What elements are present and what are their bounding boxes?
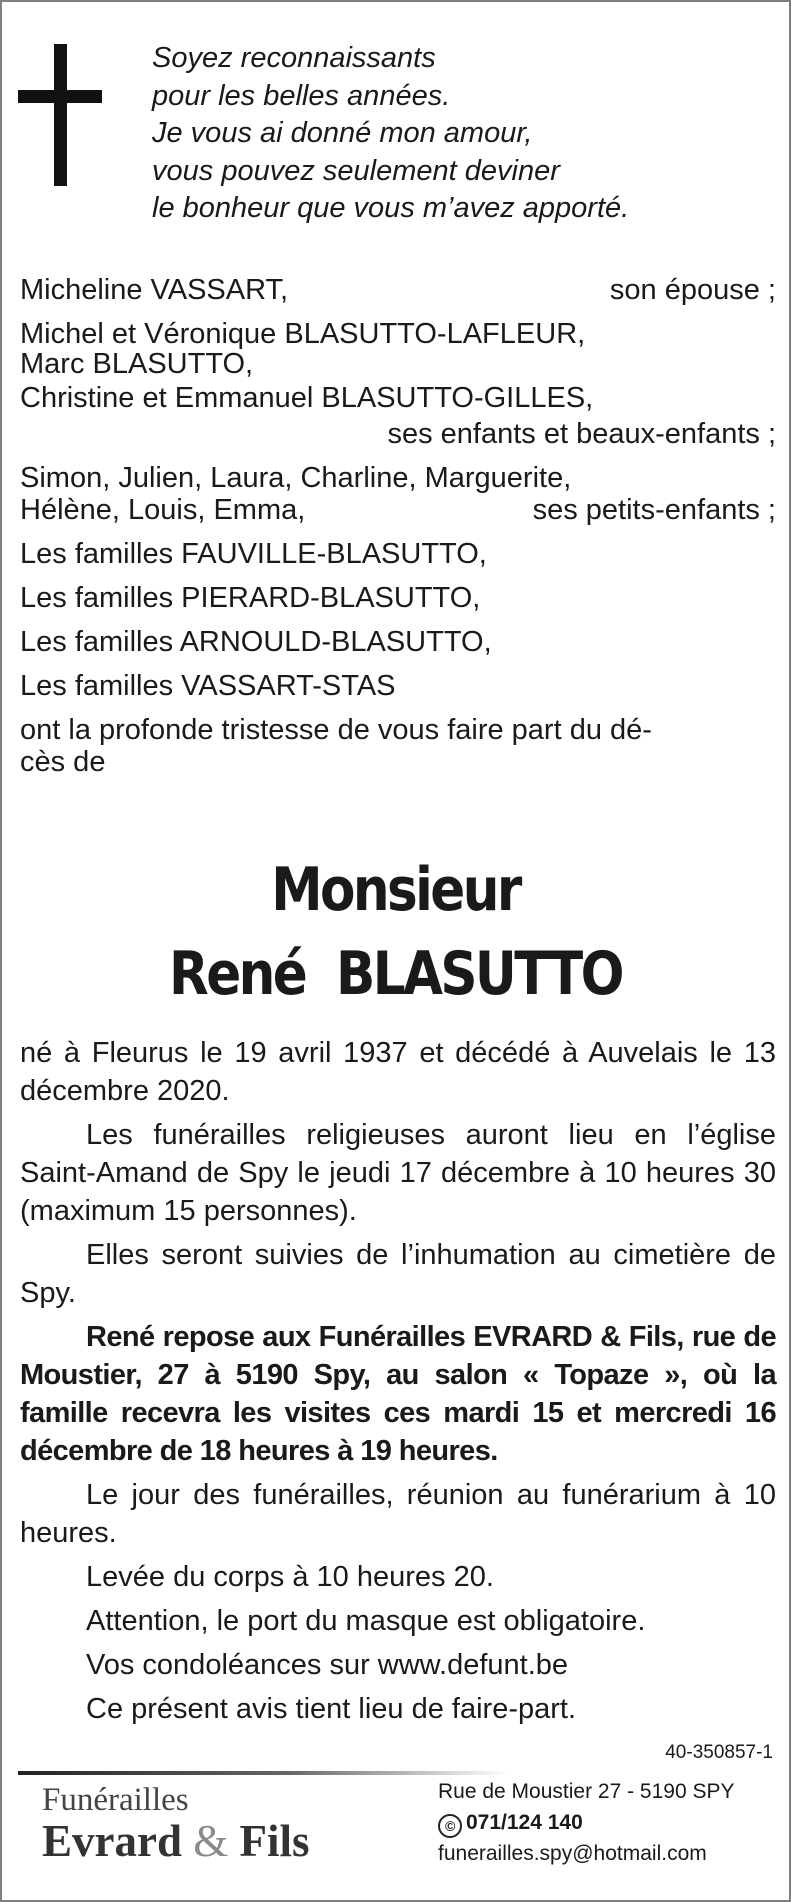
logo-ampersand: & (193, 1816, 229, 1866)
family-line: Les familles FAUVILLE-BLASUTTO, (20, 538, 487, 570)
child-line: Marc BLASUTTO, (20, 348, 254, 380)
family-line: Les familles ARNOULD-BLASUTTO, (20, 626, 492, 658)
funeral-home-logo (42, 1815, 310, 1867)
address: Rue de Moustier 27 - 5190 SPY (438, 1780, 735, 1803)
reference-number: 40-350857-1 (665, 1742, 773, 1763)
spouse-row (20, 271, 776, 309)
spouse-role: son épouse ; (609, 274, 776, 306)
funeral-home-logo-line1: Funérailles (42, 1782, 189, 1818)
meeting-paragraph: Le jour des funérailles, réunion au funérarium à 10 heures. (20, 1479, 776, 1549)
notice-line: Ce présent avis tient lieu de faire-part. (86, 1693, 577, 1725)
grandchildren-names: Hélène, Louis, Emma, (20, 494, 306, 526)
poem-line: le bonheur que vous m’avez apporté. (152, 192, 630, 224)
funeral-paragraph: Les funérailles religieuses auront lieu en l’église Saint-Amand de Spy le jeudi 17 décembre à 10 heures 30 (maximum 15 personnes). (20, 1119, 776, 1227)
announce-line: cès de (20, 746, 106, 778)
lift-line: Levée du corps à 10 heures 20. (86, 1561, 494, 1593)
announce-line: ont la profonde tristesse de vous faire part du dé- (20, 714, 652, 746)
poem-line: Soyez reconnaissants (152, 42, 436, 74)
family-line: Les familles PIERARD-BLASUTTO, (20, 582, 481, 614)
poem-line: vous pouvez seulement deviner (152, 154, 560, 187)
contact-block (438, 1776, 735, 1869)
phone-row (438, 1807, 735, 1838)
child-line: Christine et Emmanuel BLASUTTO-GILLES, (20, 382, 594, 414)
spouse-name: Micheline VASSART, (20, 274, 289, 306)
child-line: Michel et Véronique BLASUTTO-LAFLEUR, (20, 318, 586, 350)
grandchildren-role: ses petits-enfants ; (532, 494, 776, 526)
cross-icon-vertical-bar (54, 44, 67, 186)
family-line: Les familles VASSART-STAS (20, 670, 396, 702)
family-list (20, 271, 776, 781)
phone-icon: © (438, 1814, 462, 1838)
deceased-name: René BLASUTTO (169, 939, 622, 1009)
condolences-line: Vos condoléances sur www.defunt.be (86, 1649, 569, 1681)
grandchildren-line: Simon, Julien, Laura, Charline, Marguerite, (20, 462, 572, 494)
poem-line: Je vous ai donné mon amour, (152, 117, 533, 149)
logo-name-b: Fils (239, 1816, 310, 1866)
visitation-paragraph: René repose aux Funérailles EVRARD & Fils, rue de Moustier, 27 à 5190 Spy, au salon « Topaze », où la famille recevra les visites ces mardi 15 et mercredi 16 décembre de 18 heures à 19 heures. (20, 1321, 776, 1467)
poem (152, 40, 629, 228)
birth-death-paragraph: né à Fleurus le 19 avril 1937 et décédé à Auvelais le 13 décembre 2020. (20, 1037, 776, 1107)
poem-line: pour les belles années. (152, 79, 451, 112)
divider (18, 1771, 508, 1775)
children-role: ses enfants et beaux-enfants ; (387, 418, 776, 450)
cross-icon-horizontal-bar (18, 90, 102, 103)
phone-number: 071/124 140 (466, 1811, 583, 1834)
mask-line: Attention, le port du masque est obligatoire. (86, 1605, 646, 1637)
funeral-details (20, 1034, 776, 1728)
email: funerailles.spy@hotmail.com (438, 1842, 707, 1865)
deceased-title: Monsieur (271, 855, 520, 925)
burial-paragraph: Elles seront suivies de l’inhumation au cimetière de Spy. (20, 1239, 776, 1309)
logo-name-a: Evrard (42, 1816, 182, 1866)
